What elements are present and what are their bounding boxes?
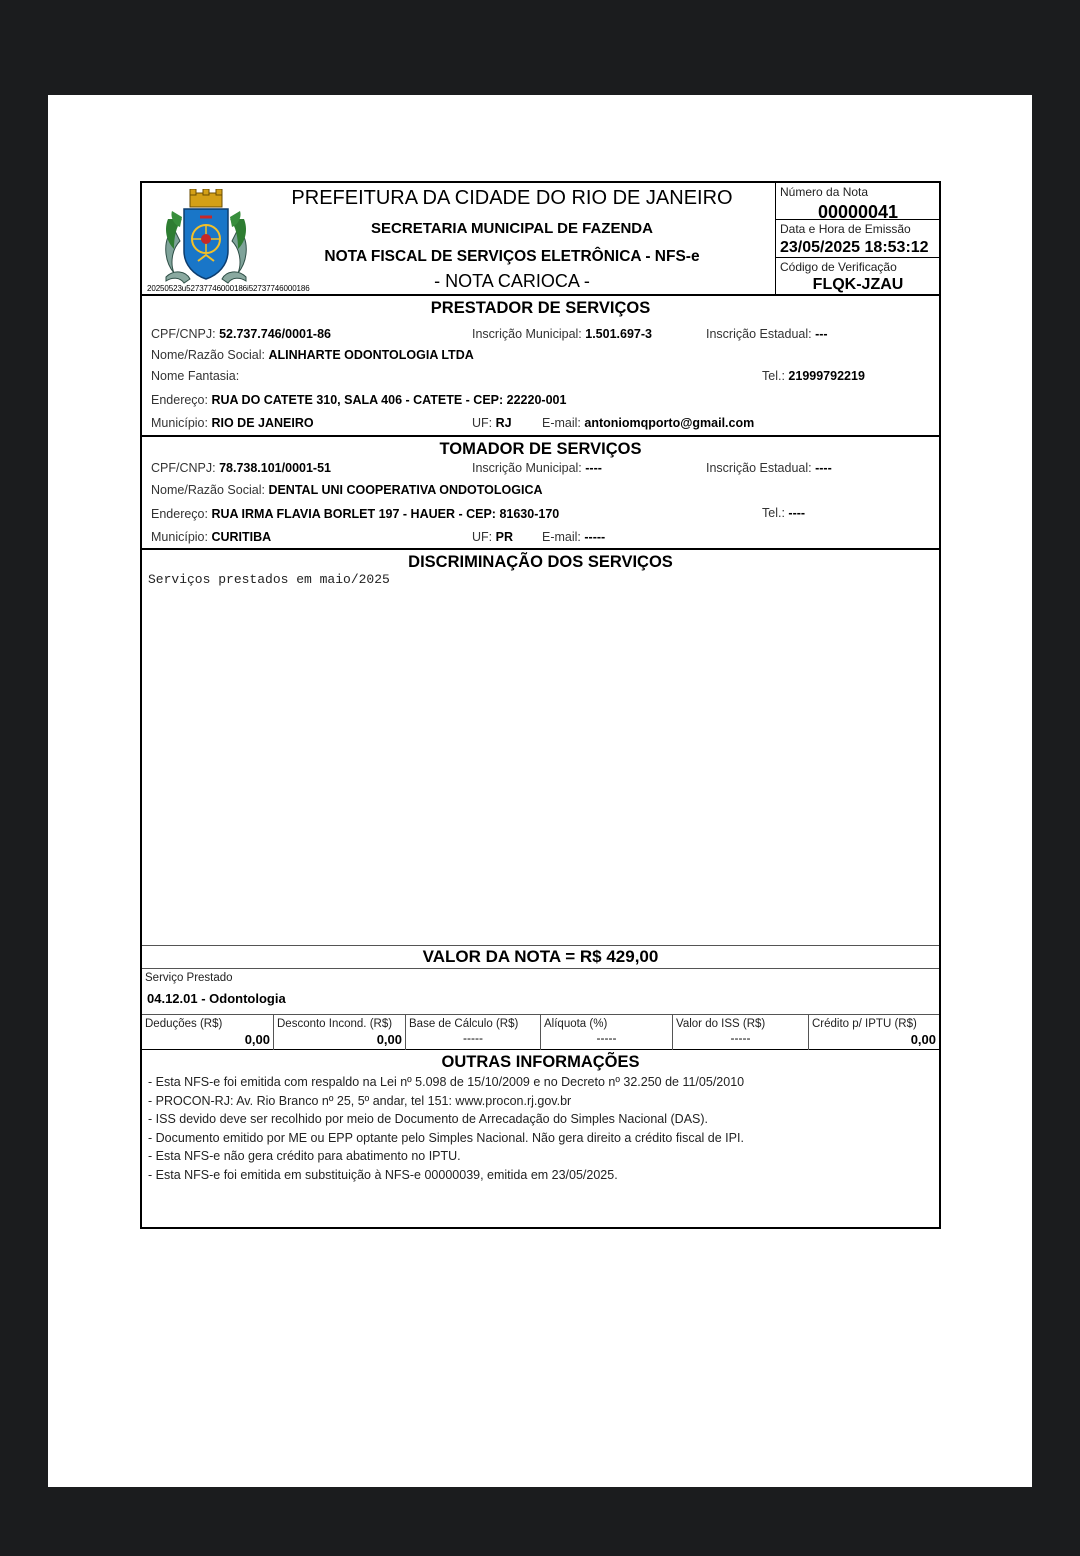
numero-label: Número da Nota xyxy=(780,185,869,199)
codigo-cell xyxy=(776,258,940,294)
codigo-value: FLQK-JZAU xyxy=(812,276,904,293)
outras-informacoes-section xyxy=(142,1050,939,1229)
prestador-fantasia: Nome Fantasia: xyxy=(151,369,240,383)
base-calculo-cell xyxy=(405,1015,540,1050)
outras-line: - Documento emitido por ME ou EPP optante pelo Simples Nacional. Não gera direito a crédito fiscal de IPI. xyxy=(148,1130,744,1145)
prestador-ie: Inscrição Estadual: --- xyxy=(706,327,828,341)
discriminacao-text: Serviços prestados em maio/2025 xyxy=(148,572,390,587)
credito-iptu-label: Crédito p/ IPTU (R$) xyxy=(812,1018,917,1030)
outras-title: OUTRAS INFORMAÇÕES xyxy=(441,1053,640,1071)
prestador-title: PRESTADOR DE SERVIÇOS xyxy=(430,299,651,317)
prestador-tel: Tel.: 21999792219 xyxy=(762,369,865,383)
data-cell xyxy=(776,220,940,258)
credito-iptu-cell xyxy=(808,1015,939,1050)
valor-da-nota: VALOR DA NOTA = R$ 429,00 xyxy=(422,947,659,966)
prestador-cpf: CPF/CNPJ: 52.737.746/0001-86 xyxy=(151,327,331,341)
deducoes-label: Deduções (R$) xyxy=(145,1018,223,1030)
tomador-cpf: CPF/CNPJ: 78.738.101/0001-51 xyxy=(151,461,331,475)
desconto-label: Desconto Incond. (R$) xyxy=(277,1018,393,1030)
tomador-tel: Tel.: ---- xyxy=(762,506,806,520)
valor-iss-cell xyxy=(672,1015,808,1050)
prestador-email: E-mail: antoniomqporto@gmail.com xyxy=(542,416,755,430)
codigo-label: Código de Verificação xyxy=(780,260,897,274)
discriminacao-section xyxy=(142,550,939,946)
tomador-section xyxy=(142,437,939,550)
document-page xyxy=(48,95,1032,1487)
prestador-uf: UF: RJ xyxy=(472,416,512,430)
prestador-section xyxy=(142,296,939,437)
prestador-nome: Nome/Razão Social: ALINHARTE ODONTOLOGIA LTDA xyxy=(151,348,474,362)
barcode-text: 20250523u52737746000186i52737746000186 xyxy=(147,284,310,293)
valor-section xyxy=(142,946,939,969)
valor-iss-label: Valor do ISS (R$) xyxy=(676,1018,766,1030)
prestador-endereco: Endereço: RUA DO CATETE 310, SALA 406 - CATETE - CEP: 22220-001 xyxy=(151,393,567,407)
prestador-municipio: Município: RIO DE JANEIRO xyxy=(151,416,314,430)
secretaria-title: SECRETARIA MUNICIPAL DE FAZENDA xyxy=(371,220,653,237)
outras-line: - ISS devido deve ser recolhido por meio de Documento de Arrecadação do Simples Nacional (DAS). xyxy=(148,1112,709,1127)
tomador-im: Inscrição Municipal: ---- xyxy=(472,461,602,475)
outras-line: - Esta NFS-e foi emitida em substituição à NFS-e 00000039, emitida em 23/05/2025. xyxy=(148,1167,618,1182)
rio-coat-of-arms-icon xyxy=(160,189,252,285)
tomador-ie: Inscrição Estadual: ---- xyxy=(706,461,832,475)
deducoes-cell xyxy=(142,1015,273,1050)
numero-value: 00000041 xyxy=(817,202,899,222)
credito-iptu-value: 0,00 xyxy=(910,1032,936,1047)
outras-list xyxy=(148,1075,744,1187)
aliquota-cell xyxy=(540,1015,672,1050)
valor-iss-value: ----- xyxy=(730,1031,751,1045)
data-label: Data e Hora de Emissão xyxy=(780,222,911,236)
data-value: 23/05/2025 18:53:12 xyxy=(780,239,929,256)
tomador-municipio: Município: CURITIBA xyxy=(151,530,272,544)
nota-info-box xyxy=(775,183,939,294)
desconto-cell xyxy=(273,1015,405,1050)
document-header xyxy=(142,183,939,296)
base-calculo-label: Base de Cálculo (R$) xyxy=(409,1018,519,1030)
aliquota-label: Alíquota (%) xyxy=(544,1018,608,1030)
servico-value: 04.12.01 - Odontologia xyxy=(147,991,286,1006)
nfse-document xyxy=(140,181,941,1229)
outras-line: - Esta NFS-e não gera crédito para abatimento no IPTU. xyxy=(148,1149,461,1164)
numero-cell xyxy=(776,183,940,220)
prefeitura-title: PREFEITURA DA CIDADE DO RIO DE JANEIRO xyxy=(291,187,733,209)
impostos-row xyxy=(142,1015,939,1050)
base-calculo-value: ----- xyxy=(463,1031,483,1045)
tomador-email: E-mail: ----- xyxy=(542,530,606,544)
deducoes-value: 0,00 xyxy=(244,1032,270,1047)
desconto-value: 0,00 xyxy=(376,1032,402,1047)
prestador-im: Inscrição Municipal: 1.501.697-3 xyxy=(472,327,652,341)
servico-label: Serviço Prestado xyxy=(145,972,233,984)
outras-line: - Esta NFS-e foi emitida com respaldo na Lei nº 5.098 de 15/10/2009 e no Decreto nº 32.250 de 11/05/2010 xyxy=(148,1075,745,1089)
tomador-nome: Nome/Razão Social: DENTAL UNI COOPERATIVA ONDOTOLOGICA xyxy=(151,483,543,497)
tomador-endereco: Endereço: RUA IRMA FLAVIA BORLET 197 - HAUER - CEP: 81630-170 xyxy=(151,507,560,521)
tomador-uf: UF: PR xyxy=(472,530,513,544)
nota-tipo-title: NOTA FISCAL DE SERVIÇOS ELETRÔNICA - NFS-e xyxy=(324,248,700,265)
tomador-title: TOMADOR DE SERVIÇOS xyxy=(439,440,642,458)
aliquota-value: ----- xyxy=(596,1031,617,1045)
nota-carioca-title: - NOTA CARIOCA - xyxy=(434,271,590,291)
servico-section xyxy=(142,969,939,1015)
outras-line: - PROCON-RJ: Av. Rio Branco nº 25, 5º andar, tel 151: www.procon.rj.gov.br xyxy=(148,1093,572,1108)
discriminacao-title: DISCRIMINAÇÃO DOS SERVIÇOS xyxy=(408,553,673,571)
